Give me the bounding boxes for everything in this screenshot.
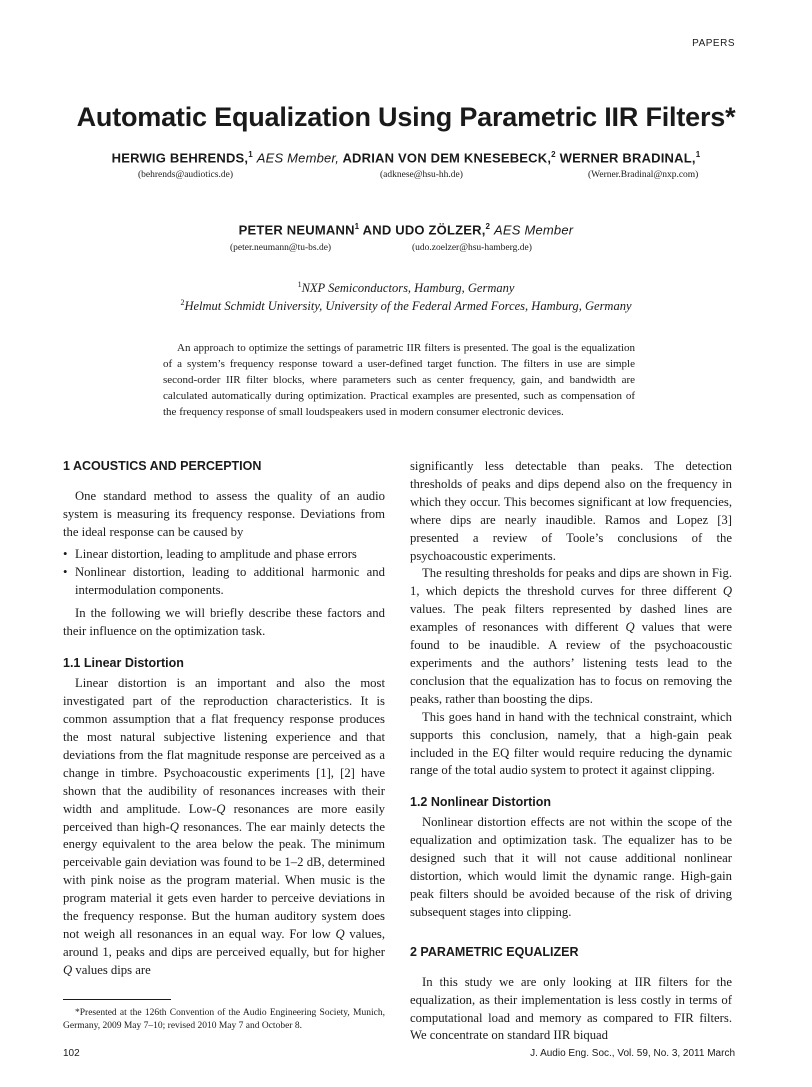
journal-citation: J. Audio Eng. Soc., Vol. 59, No. 3, 2011 March [530,1048,735,1059]
author-name: HERWIG BEHRENDS, [111,150,249,166]
paragraph: One standard method to assess the quality of an audio system is measuring its frequency response. Deviations from the ideal response can be caused by [63,489,385,539]
paragraph: In the following we will briefly describe these factors and their influence on the optimization task. [63,606,385,639]
affiliation-mark: 2 [485,222,491,231]
affiliation-text: Helmut Schmidt University, University of the Federal Armed Forces, Hamburg, Germany [184,299,632,314]
text-run: values dips are [72,962,151,977]
affiliation-mark: 1 [695,150,701,159]
author-email: (Werner.Bradinal@nxp.com) [588,170,699,180]
paragraph: Nonlinear distortion effects are not within the scope of the equalization and optimization task. The equalizer has to be designed such that it will not cause additional nonlinear distortion, which would limit the dynamic range. High-gain peak filters should be avoided because of the risk of driving subsequent stages into clipping. [410,815,732,919]
bullet-list [63,546,385,600]
abstract-text: An approach to optimize the settings of parametric IIR filters is presented. The goal is the equalization of a system’s frequency response toward a user-defined target function. The filters in use are simple second-order IIR filter blocks, where parameters such as center frequency, gain, and bandwidth are calculated automatically during optimization. Practical examples are presented, such as compensation of the frequency response of small loudspeakers used in modern consumer electronic devices. [163,342,635,418]
q-symbol: Q [216,801,226,816]
author-role: AES Member, [256,150,340,166]
footnote-rule [63,999,171,1000]
affiliation-mark: 1 [248,150,253,159]
author-role: AES Member [494,222,574,238]
text-run: values. The peak filters represented by dashed lines are examples of resonances with different [410,602,732,635]
section-label: PAPERS [692,38,735,49]
author-conjunction: AND [362,222,392,238]
author-name: PETER NEUMANN [238,222,355,238]
author-line-1 [0,150,812,165]
affiliation-text: NXP Semiconductors, Hamburg, Germany [301,281,515,296]
q-symbol: Q [63,962,73,977]
section-heading: 1 ACOUSTICS AND PERCEPTION [63,459,262,473]
text-run: The resulting thresholds for peaks and dips are shown in Fig. 1, which depicts the threshold curves for three different [410,566,732,599]
text-run: resonances are more easily perceived than high- [63,801,385,834]
q-symbol: Q [169,819,179,834]
right-column [410,458,732,1045]
author-email: (adknese@hsu-hh.de) [380,170,463,180]
paper-title: Automatic Equalization Using Parametric IIR Filters* [76,102,736,132]
author-email: (peter.neumann@tu-bs.de) [230,243,332,253]
abstract [163,340,635,420]
affiliation-mark: 1 [297,280,302,289]
q-symbol: Q [625,620,635,635]
paragraph: This goes hand in hand with the technical constraint, which supports this conclusion, namely, that a high-gain peak included in the EQ filter would require reducing the dynamic range of the total audio system to protect it against clipping. [410,709,732,778]
footnote: *Presented at the 126th Convention of the Audio Engineering Society, Munich, Germany, 2009 May 7–10; revised 2010 May 7 and October 8. [63,1008,385,1031]
list-item: • Linear distortion, leading to amplitude and phase errors [63,546,385,564]
q-symbol: Q [335,926,345,941]
text-run: resonances. The ear mainly detects the energy equivalent to the area below the peak. The minimum perceivable gain deviation was found to be 1–2 dB, determined with pink noise as the program material. When music is the program material it gets even harder to perceive deviations in the frequency response. But the human auditory system does not weigh all resonances in an equal way. For low [63,819,385,941]
affiliation [0,280,812,296]
paragraph: significantly less detectable than peaks. The detection thresholds of peaks and dips depend also on the frequency in which they occur. This becomes significant at low frequencies, where dips are nearly inaudible. Ramos and Lopez [3] presented a review of Toole’s conclusions of the psychoacoustic experiments. [410,459,732,563]
q-symbol: Q [722,584,732,599]
author-email: (behrends@audiotics.de) [138,170,234,180]
affiliation-mark: 1 [354,222,360,231]
section-heading: 2 PARAMETRIC EQUALIZER [410,944,579,959]
affiliation-mark: 2 [180,298,185,307]
author-name: WERNER BRADINAL, [559,150,696,166]
paragraph [63,675,385,979]
subsection-heading: 1.2 Nonlinear Distortion [410,795,551,810]
affiliation-mark: 2 [551,150,556,159]
author-name: UDO ZÖLZER, [395,222,486,238]
text-run: values, around 1, peaks and dips are perceived equally, but for higher [63,926,385,959]
affiliation [0,298,812,314]
author-line-2 [0,222,812,237]
subsection-heading: 1.1 Linear Distortion [63,656,184,671]
text-run: Linear distortion is an important and also the most investigated part of the reproduction characteristics. It is common assumption that a flat frequency response produces the most natural subjective listening experience and that deviations from the flat magnitude response are perceived as a change in timbre. Psychoacoustic experiments [1], [2] have shown that the audibility of resonances increases with their width and amplitude. Low- [63,676,385,816]
paragraph [410,565,732,708]
left-column [63,458,385,980]
author-email: (udo.zoelzer@hsu-hamberg.de) [412,243,532,253]
paragraph: In this study we are only looking at IIR filters for the equalization, as their implementation is less costly in terms of computational load and memory as compared to FIR filters. We concentrate on standard IIR biquad [410,974,732,1043]
text-run: values that were found to be inaudible. A review of the psychoacoustic experiments and the authors’ listening tests lead to the conclusion that the equalization has to focus on removing the peaks, rather than boosting the dips. [410,620,732,706]
list-item: • Nonlinear distortion, leading to additional harmonic and intermodulation components. [63,564,385,600]
page-number: 102 [63,1048,80,1059]
author-name: ADRIAN VON DEM KNESEBECK, [342,150,552,166]
